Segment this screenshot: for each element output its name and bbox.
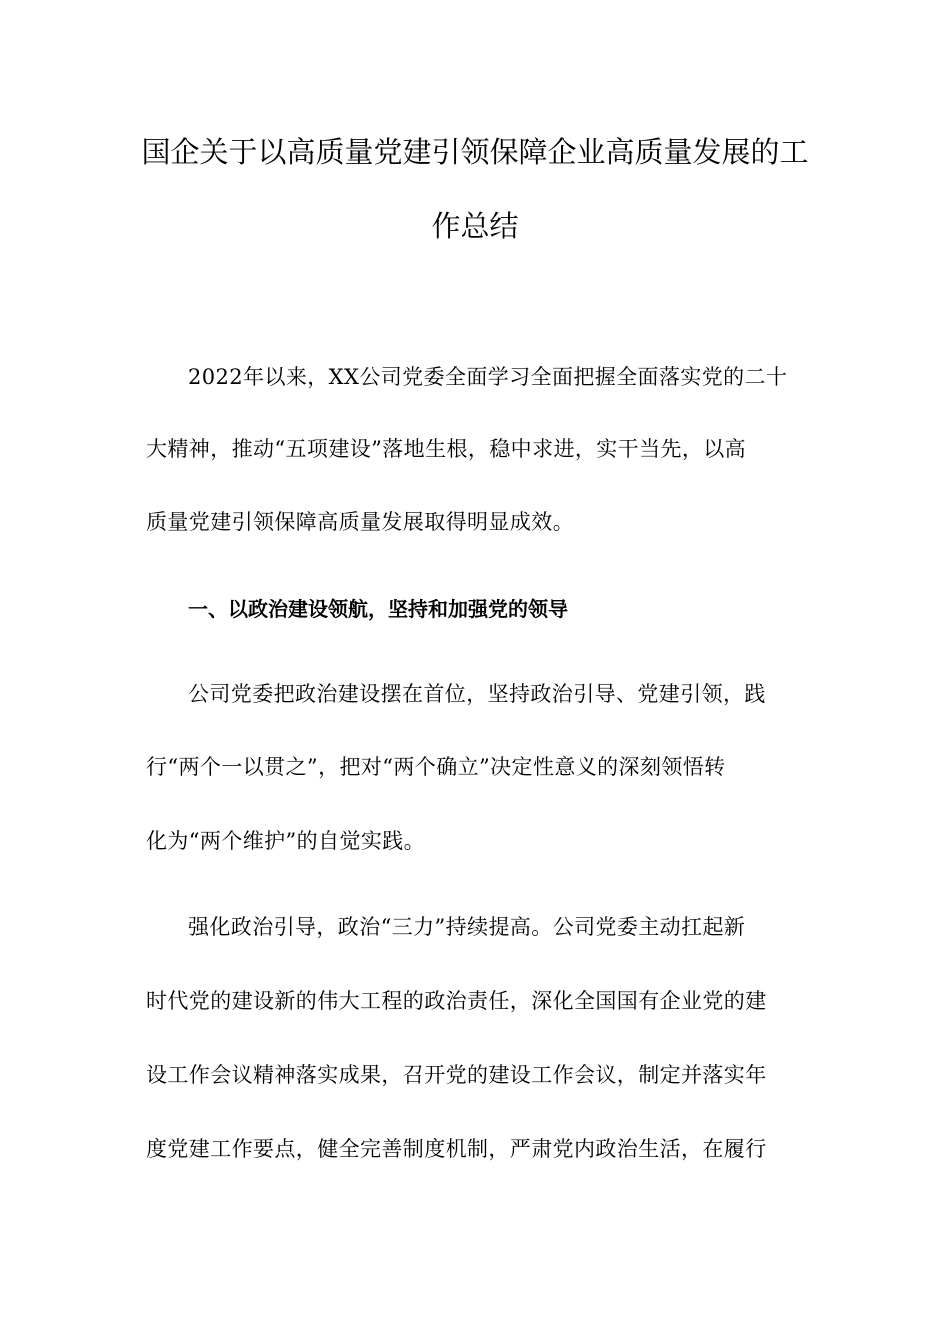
section1-para2-line-4: 度党建工作要点，健全完善制度机制，严肃党内政治生活，在履行 bbox=[146, 1137, 767, 1161]
section1-para2-line-3: 设工作会议精神落实成果，召开党的建设工作会议，制定并落实年 bbox=[146, 1063, 767, 1087]
document-title-line-2: 作总结 bbox=[431, 209, 519, 243]
section1-para1-line-2: 行“两个一以贯之”，把对“两个确立”决定性意义的深刻领悟转 bbox=[146, 755, 726, 779]
section1-para2-line-2: 时代党的建设新的伟大工程的政治责任，深化全国国有企业党的建 bbox=[146, 989, 767, 1013]
section1-para1-line-3: 化为“两个维护”的自觉实践。 bbox=[146, 829, 426, 853]
document-title-line-1: 国企关于以高质量党建引领保障企业高质量发展的工 bbox=[141, 135, 809, 169]
intro-line-2: 大精神，推动“五项建设”落地生根，稳中求进，实干当先，以高 bbox=[146, 437, 747, 461]
section1-para1-line-1: 公司党委把政治建设摆在首位，坚持政治引导、党建引领，践 bbox=[188, 682, 766, 706]
intro-line-3: 质量党建引领保障高质量发展取得明显成效。 bbox=[146, 510, 574, 534]
section-heading-1: 一、以政治建设领航，坚持和加强党的领导 bbox=[188, 597, 568, 621]
section1-para2-line-1: 强化政治引导，政治“三力”持续提高。公司党委主动扛起新 bbox=[188, 915, 746, 939]
intro-line-1: 2022年以来，XX公司党委全面学习全面把握全面落实党的二十 bbox=[188, 365, 788, 389]
